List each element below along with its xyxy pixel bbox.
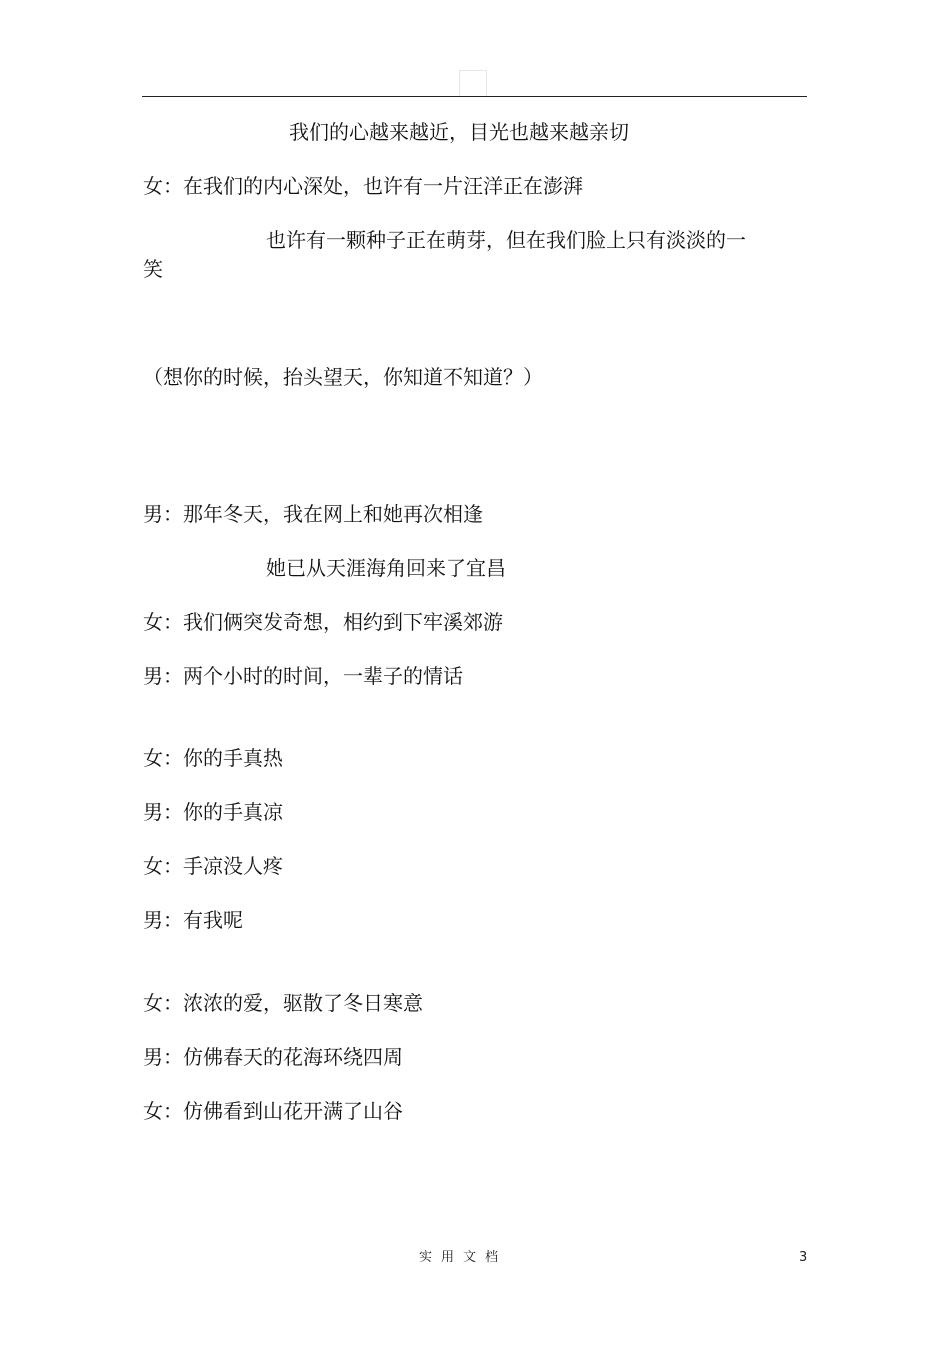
text-line: （想你的时候，抬头望天，你知道不知道？） [143, 365, 543, 389]
text-line: 女：你的手真热 [143, 746, 283, 770]
text-line: 也许有一颗种子正在萌芽，但在我们脸上只有淡淡的一 [266, 228, 746, 252]
page-number: 3 [799, 1250, 808, 1265]
text-line: 笑 [143, 257, 163, 281]
text-line: 女：手凉没人疼 [143, 854, 283, 878]
text-line: 男：你的手真凉 [143, 800, 283, 824]
text-line: 女：浓浓的爱，驱散了冬日寒意 [143, 991, 423, 1015]
text-line: 女：我们俩突发奇想，相约到下牢溪郊游 [143, 610, 503, 634]
text-line: 女：仿佛看到山花开满了山谷 [143, 1099, 403, 1123]
header-rule [142, 96, 807, 97]
text-line: 男：两个小时的时间，一辈子的情话 [143, 664, 463, 688]
text-line: 她已从天涯海角回来了宜昌 [266, 556, 506, 580]
text-line: 男：仿佛春天的花海环绕四周 [143, 1045, 403, 1069]
text-line: 男：有我呢 [143, 908, 243, 932]
footer-label: 实用文档 [419, 1250, 508, 1265]
text-line: 我们的心越来越近，目光也越来越亲切 [289, 120, 629, 144]
text-line: 女：在我们的内心深处，也许有一片汪洋正在澎湃 [143, 174, 583, 198]
header-box [459, 70, 487, 96]
text-line: 男：那年冬天，我在网上和她再次相逢 [143, 502, 483, 526]
